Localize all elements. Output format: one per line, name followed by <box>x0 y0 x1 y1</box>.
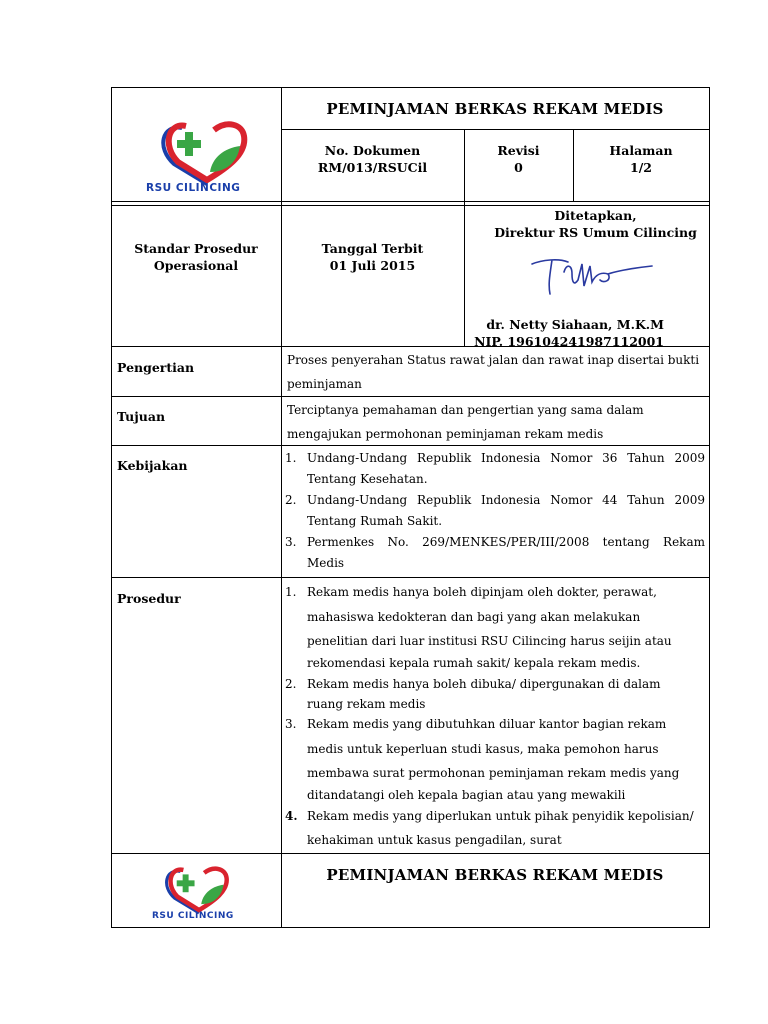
doc-number-cell <box>281 142 464 176</box>
hospital-logo <box>140 112 275 202</box>
revision-value: 0 <box>514 160 523 175</box>
revision-label: Revisi <box>497 143 540 158</box>
logo-text: RSU CILINCING <box>146 182 241 194</box>
kebijakan-label: Kebijakan <box>117 458 188 473</box>
prosedur-label: Prosedur <box>117 591 181 606</box>
issue-date-value: 01 Juli 2015 <box>329 258 416 273</box>
signer-nip: NIP. 196104241987112001 <box>474 334 664 349</box>
list-item: 2. Undang-Undang Republik Indonesia Nomor 44 Tahun 2009 Tentang Rumah Sakit. <box>285 493 705 528</box>
signer-name: dr. Netty Siahaan, M.K.M <box>486 317 664 332</box>
approved-label: Ditetapkan, <box>554 208 637 223</box>
logo-text: RSU CILINCING <box>152 911 234 921</box>
tujuan-text <box>287 398 705 446</box>
signature-icon <box>528 250 658 300</box>
pengertian-label: Pengertian <box>117 360 195 375</box>
sop-cell <box>111 240 281 274</box>
tujuan-label: Tujuan <box>117 409 166 424</box>
tujuan-line1: Terciptanya pemahaman dan pengertian yang sama dalam <box>287 403 644 417</box>
footer-document-title: PEMINJAMAN BERKAS REKAM MEDIS <box>326 866 664 884</box>
sop-line1: Standar Prosedur <box>134 241 258 256</box>
signer-block <box>464 316 709 350</box>
issue-date-label: Tanggal Terbit <box>321 241 424 256</box>
list-item: 3. Permenkes No. 269/MENKES/PER/III/2008 tentang Rekam Medis <box>285 535 705 570</box>
approved-role: Direktur RS Umum Cilincing <box>494 225 697 240</box>
doc-number-value: RM/013/RSUCil <box>317 160 428 175</box>
prosedur-list <box>285 580 705 853</box>
logo-heart-icon <box>152 118 262 188</box>
page-value: 1/2 <box>630 160 652 175</box>
kebijakan-list <box>285 448 705 574</box>
doc-number-label: No. Dokumen <box>324 143 421 158</box>
footer-logo <box>140 860 275 925</box>
document-title: PEMINJAMAN BERKAS REKAM MEDIS <box>326 100 664 118</box>
list-item: 2. Rekam medis hanya boleh dibuka/ dipergunakan di dalam ruang rekam medis <box>285 676 661 711</box>
tujuan-line2: mengajukan permohonan peminjaman rekam medis <box>287 427 604 441</box>
issue-date-cell <box>281 240 464 274</box>
pengertian-line1: Proses penyerahan Status rawat jalan dan rawat inap disertai bukti <box>287 353 700 367</box>
pengertian-text <box>287 348 705 396</box>
sop-line2: Operasional <box>153 258 239 273</box>
logo-heart-icon <box>154 864 244 916</box>
pengertian-line2: peminjaman <box>287 377 362 391</box>
list-item: 4. Rekam medis yang diperlukan untuk pihak penyidik kepolisian/ kehakiman untuk kasus pengadilan, surat <box>285 808 694 847</box>
list-item: 3. Rekam medis yang dibutuhkan diluar kantor bagian rekam medis untuk keperluan studi kasus, maka pemohon harus membawa surat permohonan peminjaman rekam medis yang ditandatangi oleh kepala bagian atau yang mewakili <box>285 717 680 802</box>
page-cell <box>573 142 709 176</box>
list-item: 1. Rekam medis hanya boleh dipinjam oleh dokter, perawat, mahasiswa kedokteran dan bagi yang akan melakukan penelitian dari luar institusi RSU Cilincing harus seijin atau rekomendasi kepala rumah sakit/ kepala rekam medis. <box>285 585 672 670</box>
approval-cell <box>464 207 709 241</box>
list-item: 1. Undang-Undang Republik Indonesia Nomor 36 Tahun 2009 Tentang Kesehatan. <box>285 451 705 486</box>
page-label: Halaman <box>609 143 673 158</box>
revision-cell <box>464 142 573 176</box>
